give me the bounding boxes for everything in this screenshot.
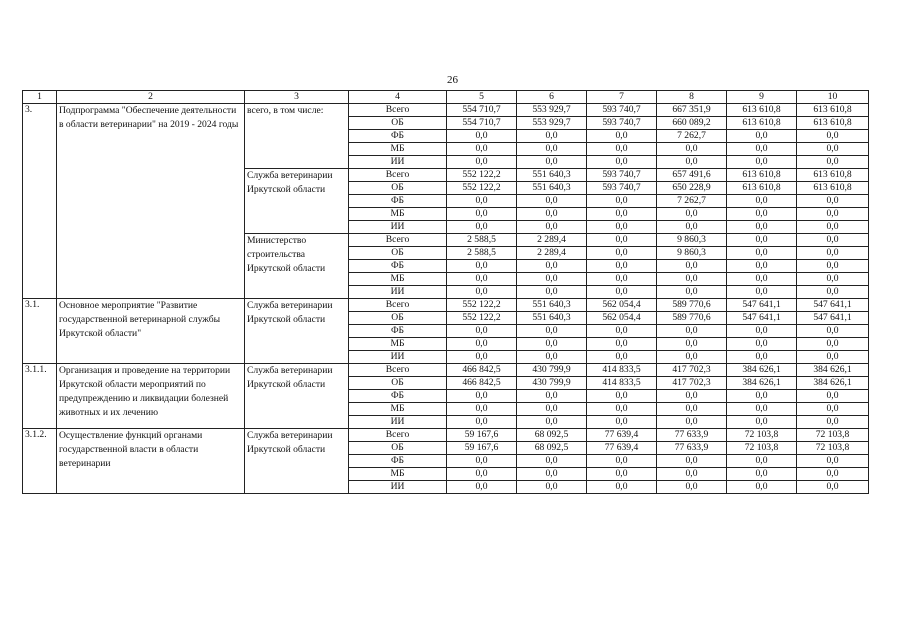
amount-cell: 0,0 [587,221,657,234]
amount-cell: 0,0 [447,390,517,403]
amount-cell: 0,0 [587,468,657,481]
amount-cell: 593 740,7 [587,117,657,130]
amount-cell: 0,0 [517,338,587,351]
amount-cell: 0,0 [517,208,587,221]
amount-cell: 0,0 [727,403,797,416]
amount-cell: 613 610,8 [727,104,797,117]
amount-cell: 554 710,7 [447,104,517,117]
funding-source: МБ [349,403,447,416]
amount-cell: 0,0 [657,351,727,364]
amount-cell: 0,0 [447,468,517,481]
amount-cell: 0,0 [797,286,869,299]
amount-cell: 660 089,2 [657,117,727,130]
amount-cell: 0,0 [797,390,869,403]
amount-cell: 0,0 [587,234,657,247]
amount-cell: 0,0 [517,273,587,286]
amount-cell: 0,0 [797,338,869,351]
amount-cell: 0,0 [727,234,797,247]
amount-cell: 0,0 [797,260,869,273]
amount-cell: 0,0 [587,286,657,299]
amount-cell: 0,0 [727,351,797,364]
amount-cell: 0,0 [657,416,727,429]
amount-cell: 0,0 [727,273,797,286]
amount-cell: 667 351,9 [657,104,727,117]
table-row [23,104,869,117]
column-header: 3 [245,91,349,104]
funding-source: МБ [349,208,447,221]
amount-cell: 0,0 [727,247,797,260]
amount-cell: 0,0 [797,156,869,169]
amount-cell: 0,0 [727,156,797,169]
amount-cell: 0,0 [797,416,869,429]
amount-cell: 593 740,7 [587,182,657,195]
amount-cell: 613 610,8 [797,104,869,117]
amount-cell: 0,0 [587,247,657,260]
amount-cell: 0,0 [797,481,869,494]
column-header: 5 [447,91,517,104]
table-row [23,299,869,312]
amount-cell: 0,0 [657,455,727,468]
amount-cell: 613 610,8 [797,117,869,130]
funding-source: Всего [349,169,447,182]
amount-cell: 0,0 [587,481,657,494]
amount-cell: 0,0 [587,130,657,143]
amount-cell: 77 633,9 [657,429,727,442]
amount-cell: 0,0 [447,260,517,273]
amount-cell: 553 929,7 [517,117,587,130]
executor-name: Служба ветеринарии Иркутской области [245,169,349,234]
amount-cell: 0,0 [797,130,869,143]
amount-cell: 430 799,9 [517,364,587,377]
amount-cell: 0,0 [447,273,517,286]
amount-cell: 552 122,2 [447,312,517,325]
amount-cell: 0,0 [517,143,587,156]
amount-cell: 0,0 [797,143,869,156]
amount-cell: 0,0 [727,325,797,338]
amount-cell: 384 626,1 [727,364,797,377]
amount-cell: 0,0 [727,208,797,221]
table-row [23,364,869,377]
amount-cell: 562 054,4 [587,312,657,325]
amount-cell: 0,0 [587,143,657,156]
amount-cell: 589 770,6 [657,299,727,312]
amount-cell: 0,0 [587,338,657,351]
amount-cell: 9 860,3 [657,247,727,260]
amount-cell: 417 702,3 [657,364,727,377]
column-header: 9 [727,91,797,104]
amount-cell: 0,0 [447,403,517,416]
amount-cell: 613 610,8 [797,182,869,195]
section-title: Основное мероприятие "Развитие государственной ветеринарной службы Иркутской области" [57,299,245,364]
amount-cell: 77 639,4 [587,429,657,442]
amount-cell: 7 262,7 [657,195,727,208]
amount-cell: 593 740,7 [587,169,657,182]
amount-cell: 0,0 [727,455,797,468]
amount-cell: 0,0 [517,403,587,416]
funding-source: ФБ [349,325,447,338]
amount-cell: 0,0 [657,338,727,351]
amount-cell: 0,0 [587,208,657,221]
funding-source: ОБ [349,117,447,130]
amount-cell: 0,0 [657,208,727,221]
amount-cell: 0,0 [517,260,587,273]
section-title: Организация и проведение на территории Иркутской области мероприятий по предупреждению и ликвидации болезней животных и их лечению [57,364,245,429]
amount-cell: 0,0 [517,195,587,208]
executor-name: всего, в том числе: [245,104,349,169]
column-header: 7 [587,91,657,104]
funding-source: Всего [349,234,447,247]
amount-cell: 613 610,8 [727,182,797,195]
amount-cell: 0,0 [587,455,657,468]
amount-cell: 466 842,5 [447,364,517,377]
amount-cell: 0,0 [587,195,657,208]
funding-source: МБ [349,143,447,156]
amount-cell: 0,0 [587,390,657,403]
page-number: 26 [447,74,458,86]
amount-cell: 77 633,9 [657,442,727,455]
amount-cell: 547 641,1 [727,312,797,325]
amount-cell: 613 610,8 [727,169,797,182]
amount-cell: 0,0 [727,481,797,494]
funding-source: МБ [349,338,447,351]
amount-cell: 547 641,1 [727,299,797,312]
amount-cell: 0,0 [797,403,869,416]
amount-cell: 0,0 [447,325,517,338]
amount-cell: 0,0 [797,455,869,468]
amount-cell: 0,0 [727,468,797,481]
amount-cell: 466 842,5 [447,377,517,390]
amount-cell: 0,0 [447,195,517,208]
amount-cell: 0,0 [587,403,657,416]
amount-cell: 547 641,1 [797,312,869,325]
amount-cell: 72 103,8 [727,429,797,442]
amount-cell: 430 799,9 [517,377,587,390]
amount-cell: 0,0 [517,221,587,234]
amount-cell: 0,0 [447,130,517,143]
funding-source: ФБ [349,130,447,143]
amount-cell: 0,0 [657,260,727,273]
amount-cell: 414 833,5 [587,377,657,390]
executor-name: Министерство строительства Иркутской области [245,234,349,299]
amount-cell: 0,0 [587,416,657,429]
amount-cell: 72 103,8 [727,442,797,455]
amount-cell: 384 626,1 [727,377,797,390]
funding-source: ИИ [349,221,447,234]
funding-source: ИИ [349,416,447,429]
funding-source: ФБ [349,195,447,208]
table-row [23,429,869,442]
funding-source: ОБ [349,377,447,390]
funding-source: ОБ [349,312,447,325]
amount-cell: 2 289,4 [517,247,587,260]
amount-cell: 0,0 [447,286,517,299]
amount-cell: 657 491,6 [657,169,727,182]
amount-cell: 0,0 [727,390,797,403]
amount-cell: 9 860,3 [657,234,727,247]
section-code: 3.1.1. [23,364,57,429]
amount-cell: 0,0 [797,208,869,221]
amount-cell: 72 103,8 [797,429,869,442]
amount-cell: 0,0 [657,286,727,299]
amount-cell: 0,0 [447,416,517,429]
funding-source: ИИ [349,351,447,364]
amount-cell: 0,0 [517,455,587,468]
amount-cell: 2 588,5 [447,234,517,247]
amount-cell: 0,0 [797,351,869,364]
amount-cell: 650 228,9 [657,182,727,195]
amount-cell: 0,0 [517,286,587,299]
amount-cell: 0,0 [797,195,869,208]
amount-cell: 417 702,3 [657,377,727,390]
amount-cell: 0,0 [587,273,657,286]
funding-source: ИИ [349,286,447,299]
amount-cell: 0,0 [517,156,587,169]
funding-source: МБ [349,468,447,481]
amount-cell: 72 103,8 [797,442,869,455]
amount-cell: 0,0 [447,143,517,156]
amount-cell: 0,0 [447,221,517,234]
section-title: Осуществление функций органами государственной власти в области ветеринарии [57,429,245,494]
amount-cell: 0,0 [797,234,869,247]
amount-cell: 0,0 [517,390,587,403]
amount-cell: 547 641,1 [797,299,869,312]
amount-cell: 384 626,1 [797,364,869,377]
amount-cell: 0,0 [797,247,869,260]
amount-cell: 589 770,6 [657,312,727,325]
executor-name: Служба ветеринарии Иркутской области [245,299,349,364]
amount-cell: 0,0 [517,351,587,364]
amount-cell: 551 640,3 [517,169,587,182]
amount-cell: 0,0 [727,338,797,351]
amount-cell: 2 588,5 [447,247,517,260]
executor-name: Служба ветеринарии Иркутской области [245,364,349,429]
amount-cell: 553 929,7 [517,104,587,117]
column-header: 8 [657,91,727,104]
section-code: 3.1. [23,299,57,364]
amount-cell: 551 640,3 [517,182,587,195]
amount-cell: 0,0 [727,195,797,208]
amount-cell: 59 167,6 [447,429,517,442]
amount-cell: 0,0 [517,325,587,338]
amount-cell: 0,0 [447,208,517,221]
column-header: 6 [517,91,587,104]
amount-cell: 0,0 [587,325,657,338]
funding-source: Всего [349,299,447,312]
amount-cell: 68 092,5 [517,442,587,455]
funding-source: ФБ [349,455,447,468]
amount-cell: 613 610,8 [797,169,869,182]
funding-source: ИИ [349,156,447,169]
amount-cell: 77 639,4 [587,442,657,455]
amount-cell: 0,0 [447,455,517,468]
column-number-row [23,91,869,104]
amount-cell: 0,0 [517,416,587,429]
funding-source: ОБ [349,247,447,260]
amount-cell: 0,0 [587,156,657,169]
amount-cell: 0,0 [727,221,797,234]
amount-cell: 0,0 [587,351,657,364]
amount-cell: 0,0 [657,273,727,286]
section-code: 3. [23,104,57,299]
amount-cell: 0,0 [657,481,727,494]
amount-cell: 0,0 [797,221,869,234]
funding-source: Всего [349,429,447,442]
amount-cell: 552 122,2 [447,299,517,312]
column-header: 4 [349,91,447,104]
funding-source: Всего [349,104,447,117]
amount-cell: 0,0 [517,468,587,481]
amount-cell: 554 710,7 [447,117,517,130]
column-header: 2 [57,91,245,104]
funding-source: Всего [349,364,447,377]
section-code: 3.1.2. [23,429,57,494]
amount-cell: 0,0 [657,221,727,234]
amount-cell: 0,0 [727,130,797,143]
amount-cell: 0,0 [447,156,517,169]
amount-cell: 551 640,3 [517,312,587,325]
amount-cell: 551 640,3 [517,299,587,312]
amount-cell: 2 289,4 [517,234,587,247]
amount-cell: 0,0 [447,338,517,351]
amount-cell: 0,0 [727,260,797,273]
amount-cell: 552 122,2 [447,182,517,195]
amount-cell: 414 833,5 [587,364,657,377]
funding-source: ФБ [349,260,447,273]
amount-cell: 7 262,7 [657,130,727,143]
amount-cell: 0,0 [727,286,797,299]
funding-source: ОБ [349,442,447,455]
budget-table [22,90,869,494]
amount-cell: 0,0 [447,481,517,494]
amount-cell: 552 122,2 [447,169,517,182]
amount-cell: 613 610,8 [727,117,797,130]
funding-source: МБ [349,273,447,286]
column-header: 10 [797,91,869,104]
amount-cell: 0,0 [797,273,869,286]
funding-source: ФБ [349,390,447,403]
funding-source: ИИ [349,481,447,494]
amount-cell: 0,0 [657,390,727,403]
amount-cell: 0,0 [657,325,727,338]
amount-cell: 0,0 [587,260,657,273]
amount-cell: 68 092,5 [517,429,587,442]
amount-cell: 0,0 [657,468,727,481]
amount-cell: 384 626,1 [797,377,869,390]
amount-cell: 0,0 [517,481,587,494]
amount-cell: 0,0 [797,468,869,481]
amount-cell: 593 740,7 [587,104,657,117]
column-header: 1 [23,91,57,104]
amount-cell: 0,0 [727,416,797,429]
amount-cell: 59 167,6 [447,442,517,455]
amount-cell: 0,0 [797,325,869,338]
amount-cell: 0,0 [657,156,727,169]
amount-cell: 562 054,4 [587,299,657,312]
amount-cell: 0,0 [657,403,727,416]
executor-name: Служба ветеринарии Иркутской области [245,429,349,494]
amount-cell: 0,0 [727,143,797,156]
amount-cell: 0,0 [657,143,727,156]
amount-cell: 0,0 [517,130,587,143]
funding-source: ОБ [349,182,447,195]
amount-cell: 0,0 [447,351,517,364]
section-title: Подпрограмма "Обеспечение деятельности в области ветеринарии" на 2019 - 2024 годы [57,104,245,299]
